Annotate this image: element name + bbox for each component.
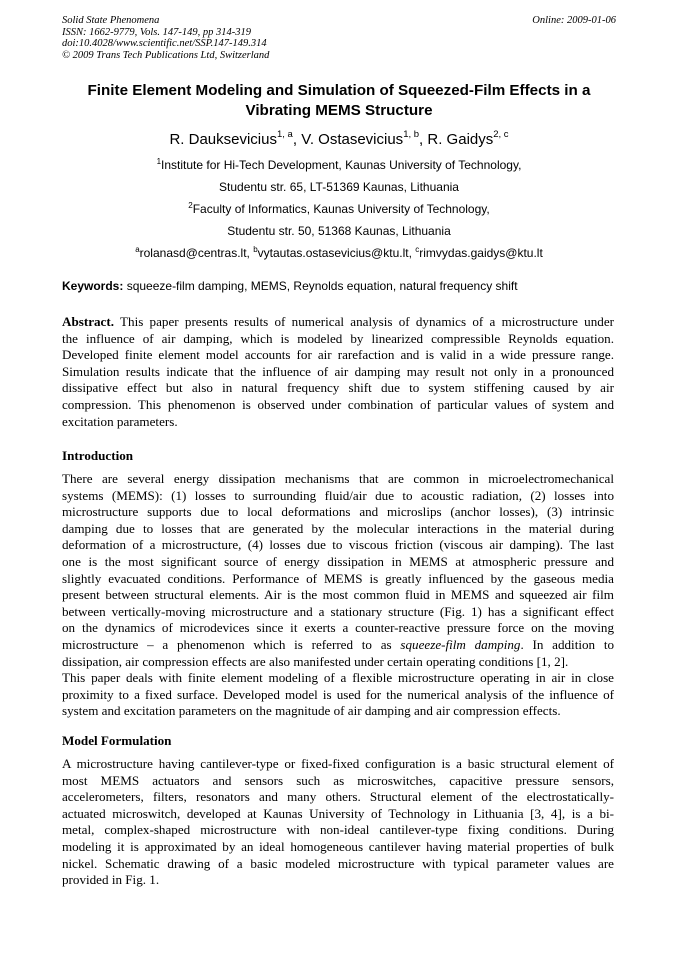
intro-italic-term: squeeze-film damping (400, 636, 521, 652)
affiliation-sup: 2 (188, 201, 193, 210)
introduction-paragraph (62, 471, 614, 720)
copyright-line: © 2009 Trans Tech Publications Ltd, Switzerland (62, 49, 270, 61)
online-date: Online: 2009-01-06 (532, 15, 616, 26)
doi-line: doi:10.4028/www.scientific.net/SSP.147-149.314 (62, 38, 267, 49)
journal-name: Solid State Phenomena (62, 15, 160, 26)
intro-line: systems (MEMS): (1) losses to surrounding fluid/air due to acoustic radiation, (2) losses into (62, 487, 614, 503)
email-address: vytautas.ostasevicius@ktu.lt, (257, 246, 416, 260)
abstract (62, 314, 614, 430)
model-line: actuated microswitch, developed at Kaunas University of Technology in Lithuania [3, 4], is a bi- (62, 805, 614, 821)
affiliation-sup: 1 (156, 157, 162, 166)
journal-meta (62, 15, 269, 61)
intro-line: damping due to losses that are generated by the molecular interactions in the material during (62, 520, 614, 536)
author-name: R. Gaidys (427, 131, 494, 148)
issn-line: ISSN: 1662-9779, Vols. 147-149, pp 314-319 (62, 26, 251, 38)
email-address: rolanasd@centras.lt, (139, 246, 254, 260)
intro-line: system and excitation parameters on the magnitude of air damping and air compression effects. (62, 703, 561, 719)
email-sup: b (253, 245, 258, 254)
abstract-line: the influence of air damping, which is modeled by linearized compressible Reynolds equation. (62, 330, 614, 346)
intro-line: present between structural elements. Air is the most common fluid in MEMS and squeezed air film (62, 587, 614, 603)
email-sup: c (415, 245, 420, 254)
abstract-line (62, 314, 614, 331)
abstract-text: This paper presents results of numerical analysis of dynamics of a microstructure under (114, 314, 614, 329)
author-sup: 1, b (403, 129, 420, 140)
paper-title (60, 81, 618, 121)
title-line: Finite Element Modeling and Simulation of Squeezed-Film Effects in a (87, 82, 591, 99)
model-formulation-paragraph (62, 756, 614, 889)
title-line: Vibrating MEMS Structure (245, 102, 433, 119)
intro-line: slightly evacuated conditions. Performance of MEMS is greatly influenced by the gaseous media (62, 570, 614, 586)
intro-line: dissipation, air compression effects are also manifested under certain operating conditions [1, 2]. (62, 653, 569, 669)
author-list (0, 130, 678, 150)
model-line: accelerometers, filters, resonators and many others. Structural element of the electrostatically- (62, 789, 614, 805)
intro-line: microstructure supports due to local deformations and microslips (anchor losses), (3) intrinsic (62, 504, 614, 520)
affiliation-2-line1 (0, 202, 678, 216)
email-line (0, 246, 678, 260)
intro-line: This paper deals with finite element modeling of a flexible microstructure operating in air in close (62, 670, 614, 686)
author-name: V. Ostasevicius (301, 131, 404, 148)
author-sep: , (292, 131, 302, 148)
author-name: R. Dauksevicius (169, 131, 277, 148)
model-line: provided in Fig. 1. (62, 872, 160, 888)
affiliation-text: Institute for Hi-Tech Development, Kaunas University of Technology, (161, 158, 522, 172)
abstract-line: Simulation results indicate that the influence of air damping may result not only in a pronounced (62, 363, 614, 379)
keywords (62, 279, 518, 293)
affiliation-1-line2: Studentu str. 65, LT-51369 Kaunas, Lithuania (219, 180, 459, 194)
intro-line: proximity to a fixed surface. Developed model is used for the numerical analysis of the influence of (62, 686, 614, 702)
model-line: most MEMS actuators and sensors such as microswitches, capacitive pressure sensors, (62, 772, 614, 788)
author-sup: 1, a (276, 129, 293, 140)
intro-line: on the dynamics of microdevices since it exerts a counter-reactive pressure force on the moving (62, 620, 614, 636)
keywords-text: squeeze-film damping, MEMS, Reynolds equation, natural frequency shift (123, 279, 518, 293)
intro-text: microstructure – a phenomenon which is referred to as (62, 636, 401, 652)
intro-line: There are several energy dissipation mechanisms that are common in microelectromechanical (62, 471, 614, 486)
model-line: A microstructure having cantilever-type or fixed-fixed configuration is a basic structural element of (62, 756, 614, 771)
abstract-line: excitation parameters. (62, 413, 178, 429)
intro-line: deformation of a microstructure, (4) losses due to viscous friction (viscous air damping). The last (62, 537, 614, 553)
abstract-line: Developed finite element model accounts for air rarefaction and is valid in a wide pressure range. (62, 347, 614, 363)
model-line: modeling it is approximated by an ideal homogeneous cantilever having material properties of bulk (62, 838, 614, 854)
author-sup: 2, c (493, 129, 509, 140)
author-sep: , (419, 131, 428, 148)
affiliation-2-line2: Studentu str. 50, 51368 Kaunas, Lithuania (227, 224, 451, 238)
affiliation-1-line1 (0, 158, 678, 172)
intro-text: . In addition to (520, 636, 614, 652)
intro-line (62, 637, 614, 654)
intro-line: one is the most significant source of energy dissipation in MEMS at atmospheric pressure and (62, 553, 614, 569)
email-address: rimvydas.gaidys@ktu.lt (419, 246, 543, 260)
keywords-label: Keywords: (62, 279, 124, 293)
abstract-label: Abstract. (62, 314, 114, 329)
section-heading-introduction: Introduction (62, 448, 134, 463)
model-line: nickel. Schematic drawing of a basic modeled microstructure with typical parameter values are (62, 855, 614, 871)
abstract-line: compression. This phenomenon is observed under combination of particular values of system and (62, 396, 614, 412)
abstract-line: dissipative effect but also in natural frequency shift due to system stiffening caused by air (62, 380, 614, 396)
section-heading-model-formulation: Model Formulation (62, 733, 172, 748)
model-line: metal, complex-shaped microstructure with non-ideal cantilever-type fixing conditions. During (62, 822, 614, 838)
affiliation-text: Faculty of Informatics, Kaunas University of Technology, (192, 202, 490, 216)
intro-line: between vertically-moving microstructure and a stationary structure (Fig. 1) has a significant effect (62, 603, 614, 619)
email-sup: a (135, 245, 140, 254)
